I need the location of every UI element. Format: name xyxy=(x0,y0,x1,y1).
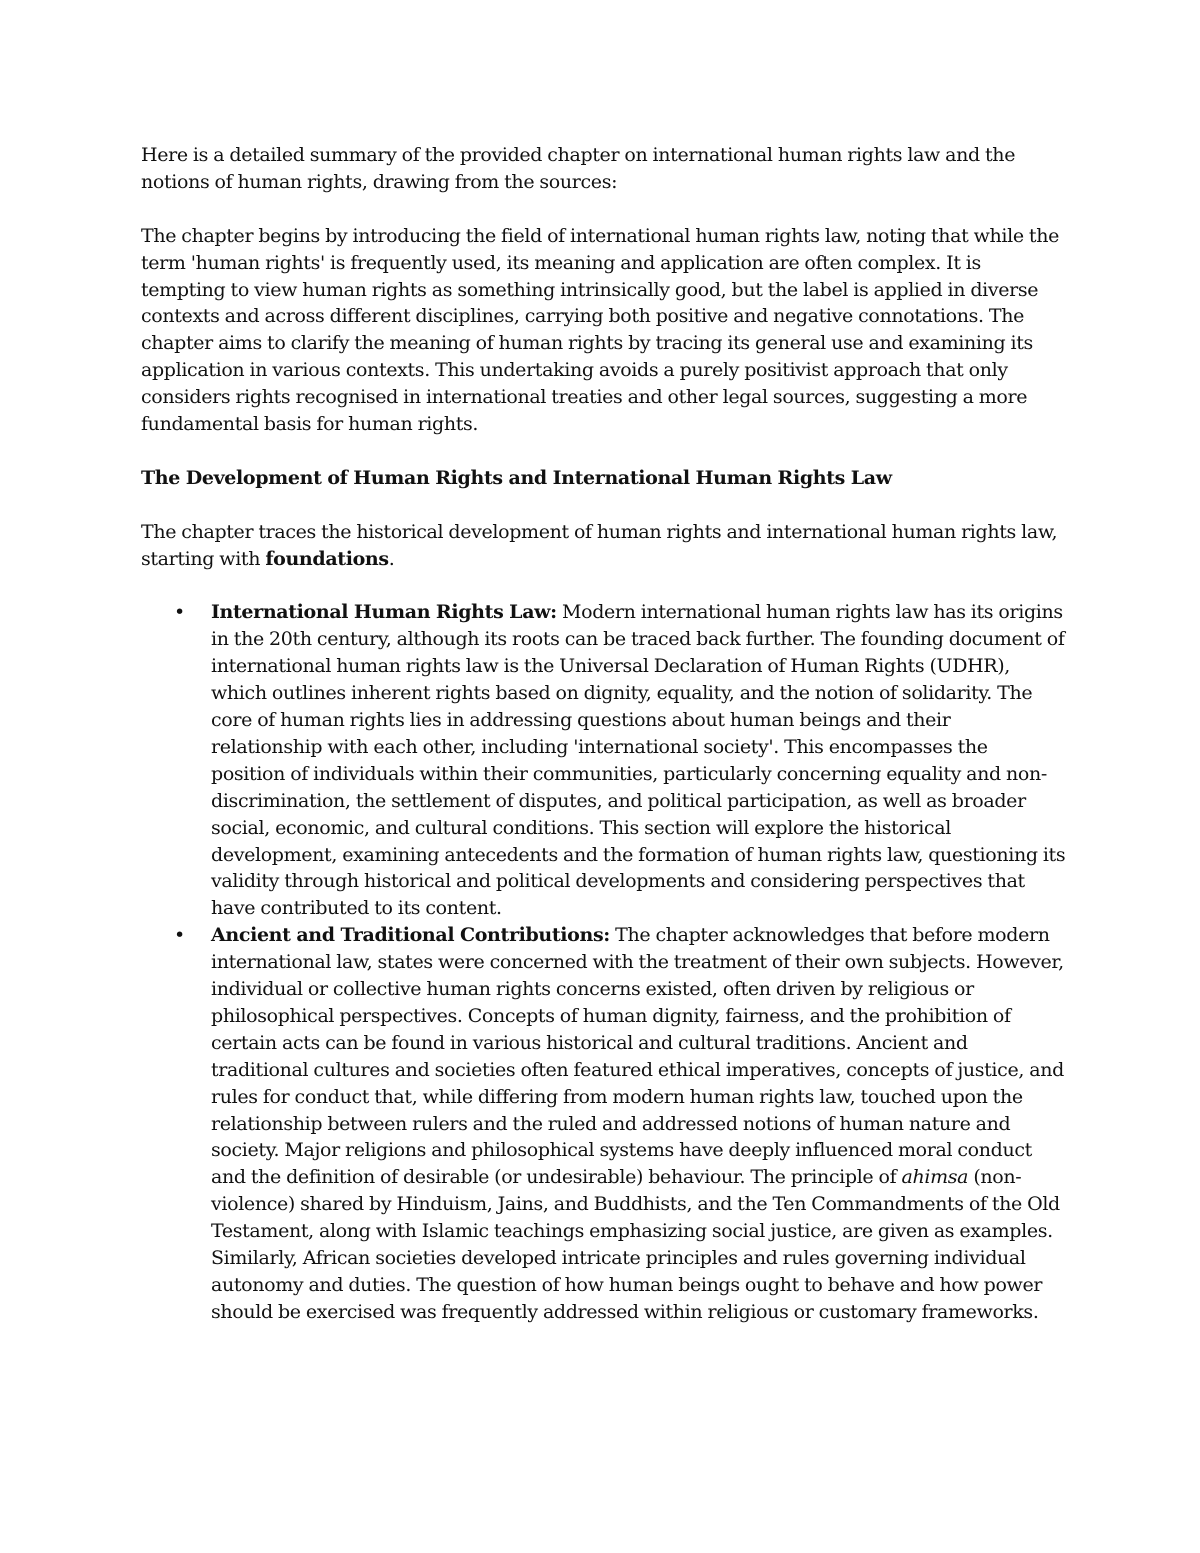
bullet-title: International Human Rights Law: xyxy=(211,601,557,624)
section-heading: The Development of Human Rights and International Human Rights Law xyxy=(141,466,892,489)
bullet-italic-term: ahimsa xyxy=(901,1166,969,1189)
list-item xyxy=(141,922,1066,1326)
bullet-text: The chapter acknowledges that before modern international law, states were concerned with the treatment of their own subjects. However, individual or collective human rights concerns existed, often driven by religious or philosophical perspectives. Concepts of human dignity, fairness, and the prohibition of certain acts can be found in various historical and cultural traditions. Ancient and traditional cultures and societies often featured ethical imperatives, concepts of justice, and rules for conduct that, while differing from modern human rights law, touched upon the relationship between rulers and the ruled and addressed notions of human nature and society. Major religions and philosophical systems have deeply influenced moral conduct and the definition of desirable (or undesirable) behaviour. The principle of xyxy=(211,924,1064,1189)
bullet-title: Ancient and Traditional Contributions: xyxy=(211,924,610,947)
document-page xyxy=(141,142,1066,1326)
overview-paragraph: The chapter begins by introducing the field of international human rights law, noting that while the term 'human rights' is frequently used, its meaning and application are often complex. It is tempting to view human rights as something intrinsically good, but the label is applied in diverse contexts and across different disciplines, carrying both positive and negative connotations. The chapter aims to clarify the meaning of human rights by tracing its general use and examining its application in various contexts. This undertaking avoids a purely positivist approach that only considers rights recognised in international treaties and other legal sources, suggesting a more fundamental basis for human rights. xyxy=(141,224,1059,436)
section-intro-bold: foundations xyxy=(265,547,389,570)
bullet-icon: • xyxy=(174,924,185,947)
section-intro-paragraph xyxy=(141,519,1066,573)
bullet-text-continued: (non-violence) shared by Hinduism, Jains, and Buddhists, and the Ten Commandments of the Old Testament, along with Islamic teachings emphasizing social justice, are given as examples. Similarly, African societies developed intricate principles and rules governing individual autonomy and duties. The question of how human beings ought to behave and how power should be exercised was frequently addressed within religious or customary frameworks. xyxy=(211,1166,1060,1323)
list-item xyxy=(141,599,1066,922)
section-intro-end: . xyxy=(388,547,395,570)
bullet-text: Modern international human rights law has its origins in the 20th century, although its roots can be traced back further. The founding document of international human rights law is the Universal Declaration of Human Rights (UDHR), which outlines inherent rights based on dignity, equality, and the notion of solidarity. The core of human rights lies in addressing questions about human beings and their relationship with each other, including 'international society'. This encompasses the position of individuals within their communities, particularly concerning equality and non-discrimination, the settlement of disputes, and political participation, as well as broader social, economic, and cultural conditions. This section will explore the historical development, examining antecedents and the formation of human rights law, questioning its validity through historical and political developments and considering perspectives that have contributed to its content. xyxy=(211,601,1066,920)
intro-paragraph: Here is a detailed summary of the provided chapter on international human rights law and the notions of human rights, drawing from the sources: xyxy=(141,144,1016,193)
bullet-list xyxy=(141,599,1066,1325)
section-intro-text: The chapter traces the historical development of human rights and international human rights law, starting with xyxy=(141,520,1058,570)
bullet-icon: • xyxy=(174,601,185,624)
